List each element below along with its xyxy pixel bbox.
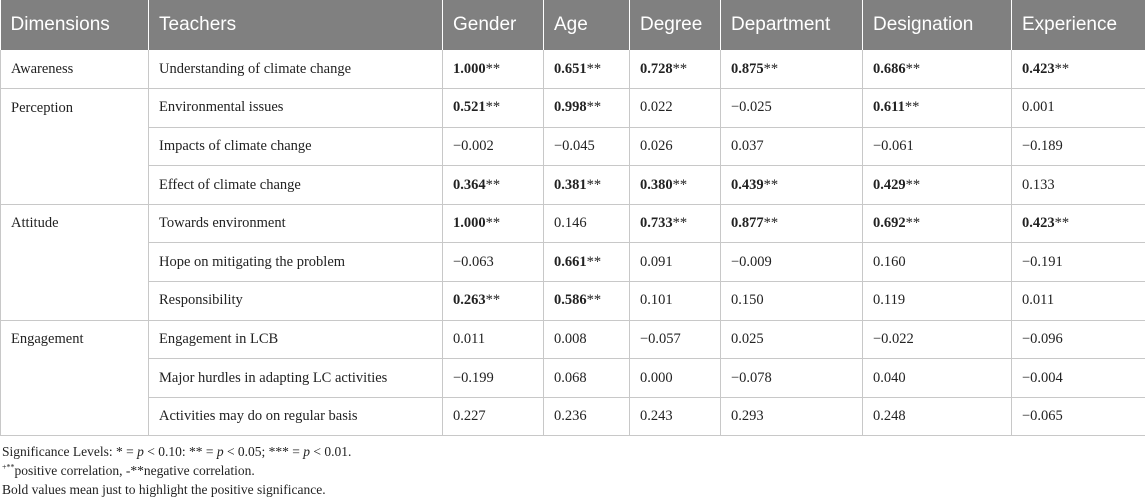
table-row: [1, 282, 1145, 321]
teacher-item-cell: Towards environment: [149, 204, 443, 243]
coefficient-value: −0.045: [554, 137, 595, 154]
value-cell: [544, 320, 630, 359]
table-footnotes: [0, 436, 1145, 499]
value-cell: [863, 320, 1012, 359]
value-cell: [443, 397, 544, 436]
sig-part-3: < 0.01.: [310, 444, 352, 460]
value-cell: [721, 89, 863, 128]
coefficient-value: 0.008: [554, 330, 587, 347]
significance-stars: **: [1054, 60, 1070, 77]
header-gender: Gender: [443, 0, 544, 50]
correlation-note: [2, 461, 1145, 480]
coefficient-value: 0.068: [554, 369, 587, 386]
value-cell: [544, 282, 630, 321]
coefficient-value: 0.150: [731, 292, 764, 309]
p-symbol: p: [137, 444, 144, 460]
header-department: Department: [721, 0, 863, 50]
value-cell: [1012, 127, 1145, 166]
coefficient-value: −0.061: [873, 137, 914, 154]
header-dimensions: Dimensions: [1, 0, 149, 50]
coefficient-value: 0.661: [554, 253, 587, 270]
table-row: [1, 166, 1145, 205]
value-cell: [544, 166, 630, 205]
value-cell: [443, 50, 544, 89]
value-cell: [1012, 243, 1145, 282]
teacher-item-cell: Understanding of climate change: [149, 50, 443, 89]
table-row: [1, 359, 1145, 398]
value-cell: [630, 397, 721, 436]
value-cell: [1012, 89, 1145, 128]
header-row: [1, 0, 1145, 50]
value-cell: [863, 166, 1012, 205]
value-cell: [443, 127, 544, 166]
value-cell: [1012, 166, 1145, 205]
teacher-item-cell: Hope on mitigating the problem: [149, 243, 443, 282]
coefficient-value: 0.998: [554, 99, 587, 116]
coefficient-value: 0.000: [640, 369, 673, 386]
value-cell: [863, 89, 1012, 128]
value-cell: [544, 50, 630, 89]
coefficient-value: 0.439: [731, 176, 764, 193]
value-cell: [863, 397, 1012, 436]
significance-stars: **: [485, 60, 501, 77]
dimension-cell: [1, 166, 149, 205]
value-cell: [630, 127, 721, 166]
coefficient-value: 0.692: [873, 215, 906, 232]
value-cell: [443, 320, 544, 359]
correlation-text: positive correlation, -**negative correlation.: [14, 463, 255, 479]
coefficient-value: 1.000: [453, 215, 486, 232]
table-row: [1, 397, 1145, 436]
teacher-item-cell: Major hurdles in adapting LC activities: [149, 359, 443, 398]
coefficient-value: 0.586: [554, 292, 587, 309]
coefficient-value: 0.364: [453, 176, 486, 193]
correlation-superscript: +**: [2, 462, 15, 472]
coefficient-value: 0.521: [453, 99, 486, 116]
value-cell: [721, 397, 863, 436]
significance-stars: **: [905, 176, 921, 193]
coefficient-value: 0.146: [554, 215, 587, 232]
value-cell: [721, 204, 863, 243]
value-cell: [443, 359, 544, 398]
value-cell: [544, 359, 630, 398]
table-row: [1, 127, 1145, 166]
value-cell: [443, 243, 544, 282]
value-cell: [630, 282, 721, 321]
coefficient-value: 0.728: [640, 60, 673, 77]
bold-note: Bold values mean just to highlight the positive significance.: [2, 482, 326, 498]
coefficient-value: 0.040: [873, 369, 906, 386]
value-cell: [544, 127, 630, 166]
value-cell: [630, 359, 721, 398]
coefficient-value: −0.199: [453, 369, 494, 386]
coefficient-value: 0.011: [1022, 292, 1055, 309]
coefficient-value: 0.877: [731, 215, 764, 232]
coefficient-value: 0.686: [873, 60, 906, 77]
header-experience: Experience: [1012, 0, 1145, 50]
coefficient-value: 0.091: [640, 253, 673, 270]
value-cell: [863, 204, 1012, 243]
value-cell: [443, 204, 544, 243]
value-cell: [863, 127, 1012, 166]
coefficient-value: 0.025: [731, 330, 764, 347]
value-cell: [863, 359, 1012, 398]
dimension-cell: [1, 127, 149, 166]
value-cell: [630, 243, 721, 282]
significance-stars: **: [763, 60, 779, 77]
value-cell: [721, 359, 863, 398]
coefficient-value: 0.248: [873, 408, 906, 425]
value-cell: [721, 243, 863, 282]
coefficient-value: 0.380: [640, 176, 673, 193]
coefficient-value: 0.429: [873, 176, 906, 193]
coefficient-value: −0.065: [1022, 408, 1063, 425]
value-cell: [721, 282, 863, 321]
sig-prefix: Significance Levels: * =: [2, 444, 138, 460]
value-cell: [630, 320, 721, 359]
teacher-item-cell: Engagement in LCB: [149, 320, 443, 359]
header-degree: Degree: [630, 0, 721, 50]
coefficient-value: 0.733: [640, 215, 673, 232]
dimension-cell: Perception: [1, 89, 149, 128]
value-cell: [630, 166, 721, 205]
coefficient-value: 0.243: [640, 408, 673, 425]
value-cell: [1012, 282, 1145, 321]
teacher-item-cell: Effect of climate change: [149, 166, 443, 205]
value-cell: [863, 50, 1012, 89]
sig-part-1: < 0.10: ** =: [143, 444, 217, 460]
value-cell: [721, 50, 863, 89]
value-cell: [1012, 397, 1145, 436]
coefficient-value: 0.423: [1022, 215, 1055, 232]
value-cell: [443, 166, 544, 205]
dimension-cell: [1, 243, 149, 282]
significance-stars: **: [904, 99, 920, 116]
coefficient-value: 0.119: [873, 292, 906, 309]
value-cell: [443, 89, 544, 128]
significance-stars: **: [586, 292, 602, 309]
coefficient-value: 0.381: [554, 176, 587, 193]
value-cell: [863, 282, 1012, 321]
dimension-cell: Awareness: [1, 50, 149, 89]
coefficient-value: −0.002: [453, 137, 494, 154]
significance-stars: **: [763, 215, 779, 232]
value-cell: [1012, 359, 1145, 398]
coefficient-value: 0.026: [640, 137, 673, 154]
coefficient-value: −0.078: [731, 369, 772, 386]
table-row: [1, 50, 1145, 89]
value-cell: [630, 204, 721, 243]
significance-stars: **: [485, 99, 501, 116]
dimension-cell: [1, 397, 149, 436]
dimension-cell: Attitude: [1, 204, 149, 243]
significance-stars: **: [672, 176, 688, 193]
header-teachers: Teachers: [149, 0, 443, 50]
significance-stars: **: [905, 215, 921, 232]
value-cell: [721, 166, 863, 205]
coefficient-value: −0.025: [731, 99, 772, 116]
significance-stars: **: [672, 60, 688, 77]
significance-stars: **: [586, 60, 602, 77]
value-cell: [544, 243, 630, 282]
coefficient-value: 0.236: [554, 408, 587, 425]
coefficient-value: 0.101: [640, 292, 673, 309]
dimension-cell: Engagement: [1, 320, 149, 359]
significance-stars: **: [586, 176, 602, 193]
value-cell: [630, 50, 721, 89]
table-row: [1, 204, 1145, 243]
coefficient-value: 0.022: [640, 99, 673, 116]
coefficient-value: 0.133: [1022, 176, 1055, 193]
significance-stars: **: [485, 292, 501, 309]
coefficient-value: 0.611: [873, 99, 905, 116]
table-row: [1, 243, 1145, 282]
coefficient-value: 1.000: [453, 60, 486, 77]
value-cell: [863, 243, 1012, 282]
dimension-cell: [1, 282, 149, 321]
table-row: [1, 89, 1145, 128]
dimension-cell: [1, 359, 149, 398]
coefficient-value: 0.263: [453, 292, 486, 309]
coefficient-value: −0.189: [1022, 137, 1063, 154]
significance-stars: **: [485, 176, 501, 193]
coefficient-value: 0.001: [1022, 99, 1055, 116]
value-cell: [721, 127, 863, 166]
coefficient-value: −0.063: [453, 253, 494, 270]
coefficient-value: 0.160: [873, 253, 906, 270]
coefficient-value: 0.227: [453, 408, 486, 425]
value-cell: [721, 320, 863, 359]
coefficient-value: 0.651: [554, 60, 587, 77]
header-designation: Designation: [863, 0, 1012, 50]
value-cell: [630, 89, 721, 128]
significance-stars: **: [672, 215, 688, 232]
coefficient-value: 0.037: [731, 137, 764, 154]
coefficient-value: −0.009: [731, 253, 772, 270]
value-cell: [1012, 320, 1145, 359]
coefficient-value: −0.191: [1022, 253, 1063, 270]
p-symbol: p: [216, 444, 224, 460]
table-row: [1, 320, 1145, 359]
table-body: [1, 50, 1145, 436]
sig-part-2: < 0.05; *** =: [223, 444, 304, 460]
coefficient-value: 0.423: [1022, 60, 1055, 77]
significance-stars: **: [1054, 215, 1070, 232]
significance-note: [2, 442, 1145, 461]
value-cell: [544, 397, 630, 436]
teacher-item-cell: Activities may do on regular basis: [149, 397, 443, 436]
p-symbol: p: [303, 444, 311, 460]
significance-stars: **: [905, 60, 921, 77]
value-cell: [544, 204, 630, 243]
coefficient-value: −0.096: [1022, 330, 1063, 347]
significance-stars: **: [586, 253, 602, 270]
header-age: Age: [544, 0, 630, 50]
significance-stars: **: [763, 176, 779, 193]
teacher-item-cell: Environmental issues: [149, 89, 443, 128]
value-cell: [1012, 50, 1145, 89]
coefficient-value: 0.011: [453, 330, 486, 347]
teacher-item-cell: Responsibility: [149, 282, 443, 321]
value-cell: [443, 282, 544, 321]
teacher-item-cell: Impacts of climate change: [149, 127, 443, 166]
coefficient-value: −0.022: [873, 330, 914, 347]
significance-stars: **: [586, 99, 602, 116]
significance-stars: **: [485, 215, 501, 232]
coefficient-value: 0.875: [731, 60, 764, 77]
value-cell: [544, 89, 630, 128]
coefficient-value: 0.293: [731, 408, 764, 425]
value-cell: [1012, 204, 1145, 243]
coefficient-value: −0.057: [640, 330, 681, 347]
coefficient-value: −0.004: [1022, 369, 1063, 386]
